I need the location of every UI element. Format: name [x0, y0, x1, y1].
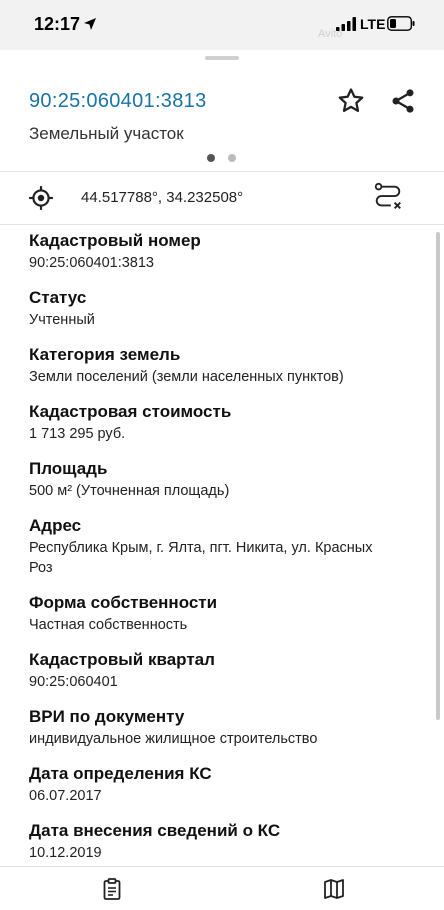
- property-label: Дата определения КС: [29, 764, 212, 783]
- status-time: 12:17: [34, 14, 81, 34]
- property-cadastral-quarter: [29, 649, 429, 692]
- star-icon: [336, 86, 366, 116]
- property-value-entry-date: [29, 820, 429, 863]
- property-label: Кадастровый квартал: [29, 650, 215, 669]
- bottom-navigation: [0, 866, 444, 910]
- coordinates-row: [0, 172, 444, 224]
- network-type: LTE: [360, 16, 386, 32]
- locate-button[interactable]: [25, 182, 57, 214]
- page-indicator-dot-active[interactable]: [207, 154, 215, 162]
- location-arrow-icon: [83, 17, 97, 31]
- property-value: 10.12.2019: [29, 845, 102, 861]
- property-cadastral-number: [29, 230, 429, 273]
- property-cadastral-value: [29, 401, 429, 444]
- property-value: Республика Крым, г. Ялта, пгт. Никита, ул. Красных Роз: [29, 540, 373, 576]
- properties-list: [29, 230, 429, 877]
- property-value: Частная собственность: [29, 617, 188, 633]
- property-area: [29, 458, 429, 501]
- property-label: Статус: [29, 288, 87, 307]
- property-value: индивидуальное жилищное строительство: [29, 731, 318, 747]
- property-value: 500 м² (Уточненная площадь): [29, 483, 230, 499]
- property-address: [29, 515, 429, 578]
- nav-map-tab[interactable]: [322, 877, 346, 901]
- property-value: Земли поселений (земли населенных пунктов): [29, 369, 344, 385]
- property-label: Площадь: [29, 459, 108, 478]
- property-value: 06.07.2017: [29, 788, 102, 804]
- property-value: 1 713 295 руб.: [29, 426, 126, 442]
- favorite-button[interactable]: [335, 85, 367, 117]
- property-valuation-date: [29, 763, 429, 806]
- property-label: Категория земель: [29, 345, 181, 364]
- object-type: Земельный участок: [29, 124, 184, 143]
- property-value: 90:25:060401: [29, 674, 118, 690]
- route-icon: [372, 180, 404, 214]
- clipboard-icon: [100, 877, 124, 901]
- property-label: Кадастровый номер: [29, 231, 201, 250]
- property-ownership: [29, 592, 429, 635]
- property-label: Форма собственности: [29, 593, 218, 612]
- coordinates-text[interactable]: 44.517788°, 34.232508°: [81, 189, 244, 206]
- battery-icon: [387, 16, 415, 31]
- share-button[interactable]: [387, 85, 419, 117]
- share-icon: [389, 87, 417, 115]
- status-bar: [0, 0, 444, 50]
- property-label: Кадастровая стоимость: [29, 402, 232, 421]
- property-land-category: [29, 344, 429, 387]
- cadastral-number-title[interactable]: 90:25:060401:3813: [29, 90, 207, 112]
- property-value: Учтенный: [29, 312, 95, 328]
- page-indicator-dot[interactable]: [228, 154, 236, 162]
- map-icon: [322, 877, 346, 901]
- crosshair-icon: [28, 185, 54, 211]
- property-value: 90:25:060401:3813: [29, 255, 154, 271]
- property-label: ВРИ по документу: [29, 707, 185, 726]
- property-permitted-use: [29, 706, 429, 749]
- route-button[interactable]: [372, 181, 404, 213]
- watermark: Avito: [318, 28, 343, 40]
- property-label: Дата внесения сведений о КС: [29, 821, 281, 840]
- divider: [0, 224, 444, 225]
- sheet-drag-handle[interactable]: [205, 56, 239, 60]
- nav-info-tab[interactable]: [100, 877, 124, 901]
- property-label: Адрес: [29, 516, 82, 535]
- scrollbar[interactable]: [436, 232, 440, 720]
- property-status: [29, 287, 429, 330]
